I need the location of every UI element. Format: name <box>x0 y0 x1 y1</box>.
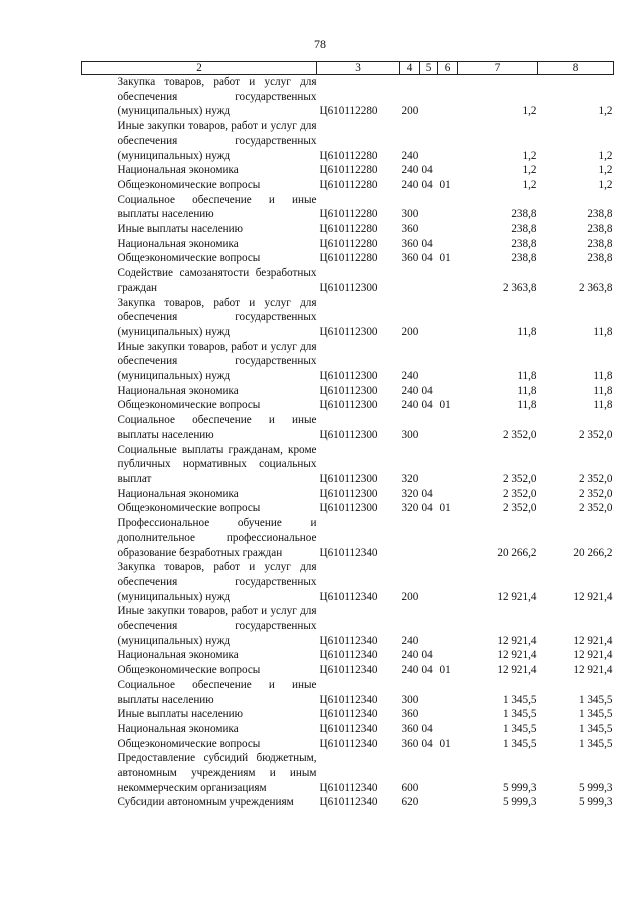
row-section-code: 04 <box>421 487 433 500</box>
row-name: Закупка товаров, работ и услуг для обеспечения государственных (муниципальных) нужд <box>117 296 317 338</box>
table-row <box>82 737 614 752</box>
row-amount-col7: 1 345,5 <box>502 722 537 735</box>
row-name: Национальная экономика <box>117 649 239 662</box>
row-code: Ц610112340 <box>319 722 378 735</box>
row-name: Закупка товаров, работ и услуг для обеспечения государственных (муниципальных) нужд <box>117 561 317 603</box>
row-amount-col8: 1 345,5 <box>578 708 613 721</box>
table-row <box>82 663 614 678</box>
row-amount-col8: 2 352,0 <box>578 472 613 485</box>
row-group-code: 240 <box>401 664 419 677</box>
row-group-code: 240 <box>401 384 419 397</box>
row-group-code: 360 <box>401 737 419 750</box>
row-subsection-code: 01 <box>439 399 451 412</box>
row-code: Ц610112280 <box>319 105 378 118</box>
row-subsection-code <box>438 296 458 340</box>
row-amount-col8: 20 266,2 <box>573 546 613 559</box>
row-amount-col7: 1,2 <box>522 149 537 162</box>
row-code: Ц610112280 <box>319 252 378 265</box>
row-amount-col8: 2 363,8 <box>578 281 613 294</box>
row-amount-col8: 11,8 <box>593 399 613 412</box>
table-row <box>82 398 614 413</box>
row-code: Ц610112300 <box>319 472 378 485</box>
row-name: Национальная экономика <box>117 384 239 397</box>
row-section-code <box>420 560 438 604</box>
row-amount-col8: 5 999,3 <box>578 796 613 809</box>
row-section-code <box>420 413 438 442</box>
row-name: Национальная экономика <box>117 164 239 177</box>
row-amount-col8: 11,8 <box>593 325 613 338</box>
row-amount-col7: 12 921,4 <box>497 649 537 662</box>
row-amount-col8: 238,8 <box>587 252 613 265</box>
row-section-code <box>420 443 438 487</box>
row-name: Национальная экономика <box>117 722 239 735</box>
row-section-code <box>420 707 438 722</box>
table-row <box>82 178 614 193</box>
row-group-code: 200 <box>401 105 419 118</box>
row-section-code <box>420 604 438 648</box>
row-name: Общеэкономические вопросы <box>117 178 261 191</box>
row-code: Ц610112280 <box>319 237 378 250</box>
row-section-code <box>420 795 438 810</box>
row-amount-col7: 2 352,0 <box>502 428 537 441</box>
column-header: 7 <box>458 62 538 75</box>
row-code: Ц610112300 <box>319 487 378 500</box>
row-group-code: 240 <box>401 149 419 162</box>
row-amount-col7: 2 363,8 <box>502 281 537 294</box>
row-amount-col7: 11,8 <box>517 399 537 412</box>
row-code: Ц610112300 <box>319 325 378 338</box>
row-subsection-code <box>438 384 458 399</box>
row-section-code <box>420 222 438 237</box>
row-subsection-code <box>438 413 458 442</box>
row-amount-col7: 238,8 <box>511 208 537 221</box>
row-amount-col8: 11,8 <box>593 370 613 383</box>
table-row <box>82 296 614 340</box>
budget-table <box>81 61 614 810</box>
row-code: Ц610112340 <box>319 737 378 750</box>
row-amount-col8: 238,8 <box>587 223 613 236</box>
row-code: Ц610112340 <box>319 796 378 809</box>
row-name: Общеэкономические вопросы <box>117 502 261 515</box>
table-row <box>82 501 614 516</box>
row-name: Социальное обеспечение и иные выплаты населению <box>117 414 317 441</box>
row-amount-col8: 12 921,4 <box>573 634 613 647</box>
column-header: 8 <box>538 62 614 75</box>
row-name: Иные закупки товаров, работ и услуг для обеспечения государственных (муниципальных) нужд <box>117 340 317 383</box>
column-header: 4 <box>400 62 420 75</box>
row-section-code: 04 <box>421 237 433 250</box>
table-row <box>82 722 614 737</box>
row-code: Ц610112280 <box>319 149 378 162</box>
row-amount-col8: 1 345,5 <box>578 722 613 735</box>
row-code: Ц610112300 <box>319 370 378 383</box>
row-code: Ц610112300 <box>319 502 378 515</box>
row-name: Содействие самозанятости безработных граждан <box>117 267 317 294</box>
row-amount-col7: 1 345,5 <box>502 693 537 706</box>
row-section-code: 04 <box>421 649 433 662</box>
row-name: Иные закупки товаров, работ и услуг для обеспечения государственных (муниципальных) нужд <box>117 605 317 647</box>
row-subsection-code: 01 <box>439 178 451 191</box>
column-header: 3 <box>317 62 400 75</box>
row-code: Ц610112280 <box>319 208 378 221</box>
row-amount-col7: 2 352,0 <box>502 502 537 515</box>
table-row <box>82 560 614 604</box>
row-amount-col8: 1,2 <box>598 149 613 162</box>
row-group-code: 200 <box>401 325 419 338</box>
row-name: Социальное обеспечение и иные выплаты населению <box>117 193 317 221</box>
row-group-code: 360 <box>401 722 419 735</box>
row-group-code: 360 <box>401 223 419 236</box>
row-group-code: 240 <box>401 178 419 191</box>
row-subsection-code <box>438 193 458 222</box>
row-amount-col7: 12 921,4 <box>497 664 537 677</box>
table-row <box>82 604 614 648</box>
row-code: Ц610112340 <box>319 546 378 559</box>
row-subsection-code <box>438 340 458 384</box>
row-subsection-code <box>438 560 458 604</box>
row-amount-col8: 12 921,4 <box>573 664 613 677</box>
table-row <box>82 266 614 295</box>
row-amount-col7: 1 345,5 <box>502 737 537 750</box>
row-amount-col7: 1,2 <box>522 164 537 177</box>
row-subsection-code <box>438 237 458 252</box>
row-group-code <box>400 516 420 560</box>
row-amount-col7: 2 352,0 <box>502 472 537 485</box>
row-code: Ц610112300 <box>319 428 378 441</box>
row-name: Предоставление субсидий бюджетным, автономным учреждениям и иным некоммерческим организациям <box>117 752 317 794</box>
row-amount-col8: 11,8 <box>593 384 613 397</box>
row-name: Общеэкономические вопросы <box>117 664 261 677</box>
row-code: Ц610112340 <box>319 664 378 677</box>
row-section-code <box>420 296 438 340</box>
row-code: Ц610112340 <box>319 649 378 662</box>
row-name: Общеэкономические вопросы <box>117 399 261 412</box>
table-row <box>82 751 614 795</box>
row-amount-col8: 1 345,5 <box>578 737 613 750</box>
table-row <box>82 251 614 266</box>
row-code: Ц610112280 <box>319 223 378 236</box>
table-row <box>82 222 614 237</box>
row-amount-col7: 20 266,2 <box>497 546 537 559</box>
row-amount-col8: 1,2 <box>598 164 613 177</box>
row-subsection-code <box>438 751 458 795</box>
row-section-code <box>420 193 438 222</box>
row-subsection-code <box>438 487 458 502</box>
table-row <box>82 443 614 487</box>
row-amount-col7: 5 999,3 <box>502 796 537 809</box>
column-header: 2 <box>82 62 317 75</box>
row-section-code <box>420 340 438 384</box>
row-group-code: 300 <box>401 693 419 706</box>
row-group-code: 240 <box>401 164 419 177</box>
row-subsection-code <box>438 648 458 663</box>
row-amount-col8: 1,2 <box>598 178 613 191</box>
row-group-code: 360 <box>401 237 419 250</box>
row-amount-col7: 1,2 <box>522 178 537 191</box>
row-name: Национальная экономика <box>117 237 239 250</box>
row-subsection-code <box>438 266 458 295</box>
row-group-code: 300 <box>401 208 419 221</box>
row-name: Социальное обеспечение и иные выплаты населению <box>117 678 317 706</box>
row-subsection-code <box>438 604 458 648</box>
row-section-code <box>420 119 438 163</box>
row-subsection-code <box>438 722 458 737</box>
row-amount-col8: 1,2 <box>598 105 613 118</box>
row-code: Ц610112340 <box>319 634 378 647</box>
row-code: Ц610112300 <box>319 384 378 397</box>
row-amount-col7: 1,2 <box>522 105 537 118</box>
row-code: Ц610112280 <box>319 178 378 191</box>
row-section-code: 04 <box>421 252 433 265</box>
row-name: Социальные выплаты гражданам, кроме публичных нормативных социальных выплат <box>117 443 317 485</box>
row-section-code: 04 <box>421 722 433 735</box>
table-row <box>82 413 614 442</box>
row-subsection-code <box>438 443 458 487</box>
row-section-code: 04 <box>421 399 433 412</box>
row-code: Ц610112340 <box>319 781 378 794</box>
row-code: Ц610112280 <box>319 164 378 177</box>
row-amount-col8: 12 921,4 <box>573 649 613 662</box>
row-group-code <box>400 266 420 295</box>
row-name: Национальная экономика <box>117 487 239 500</box>
row-name: Общеэкономические вопросы <box>117 252 261 265</box>
row-name: Закупка товаров, работ и услуг для обеспечения государственных (муниципальных) нужд <box>117 76 317 118</box>
table-row <box>82 516 614 560</box>
row-section-code: 04 <box>421 164 433 177</box>
table-row <box>82 707 614 722</box>
row-section-code <box>420 516 438 560</box>
row-group-code: 320 <box>401 487 419 500</box>
row-code: Ц610112300 <box>319 399 378 412</box>
row-name: Иные закупки товаров, работ и услуг для обеспечения государственных (муниципальных) нужд <box>117 120 317 162</box>
row-code: Ц610112340 <box>319 693 378 706</box>
row-section-code <box>420 678 438 707</box>
row-group-code: 240 <box>401 634 419 647</box>
row-subsection-code <box>438 678 458 707</box>
row-section-code: 04 <box>421 502 433 515</box>
row-group-code: 240 <box>401 399 419 412</box>
row-subsection-code: 01 <box>439 252 451 265</box>
table-row <box>82 487 614 502</box>
row-name: Субсидии автономным учреждениям <box>117 796 294 809</box>
row-name: Профессиональное обучение и дополнительное профессиональное образование безработных граждан <box>117 517 317 559</box>
row-amount-col7: 238,8 <box>511 237 537 250</box>
row-name: Общеэкономические вопросы <box>117 737 261 750</box>
row-subsection-code: 01 <box>439 664 451 677</box>
table-row <box>82 795 614 810</box>
table-body <box>82 75 614 811</box>
row-subsection-code <box>438 119 458 163</box>
row-group-code: 320 <box>401 502 419 515</box>
row-group-code: 360 <box>401 708 419 721</box>
row-amount-col8: 5 999,3 <box>578 781 613 794</box>
row-section-code: 04 <box>421 737 433 750</box>
row-subsection-code: 01 <box>439 737 451 750</box>
table-row <box>82 384 614 399</box>
row-subsection-code <box>438 795 458 810</box>
row-amount-col8: 238,8 <box>587 237 613 250</box>
row-subsection-code <box>438 163 458 178</box>
table-row <box>82 237 614 252</box>
row-group-code: 240 <box>401 649 419 662</box>
row-name: Иные выплаты населению <box>117 223 243 236</box>
row-amount-col8: 12 921,4 <box>573 590 613 603</box>
table-row <box>82 678 614 707</box>
row-amount-col7: 11,8 <box>517 384 537 397</box>
row-subsection-code <box>438 707 458 722</box>
row-group-code: 360 <box>401 252 419 265</box>
row-amount-col7: 5 999,3 <box>502 781 537 794</box>
row-amount-col8: 2 352,0 <box>578 428 613 441</box>
table-row <box>82 163 614 178</box>
row-group-code: 620 <box>401 796 419 809</box>
table-row <box>82 340 614 384</box>
row-group-code: 300 <box>401 428 419 441</box>
row-subsection-code: 01 <box>439 502 451 515</box>
row-amount-col8: 238,8 <box>587 208 613 221</box>
row-amount-col7: 238,8 <box>511 252 537 265</box>
column-number-row <box>82 62 614 75</box>
row-amount-col7: 11,8 <box>517 370 537 383</box>
row-subsection-code <box>438 516 458 560</box>
row-amount-col7: 238,8 <box>511 223 537 236</box>
row-amount-col8: 1 345,5 <box>578 693 613 706</box>
row-subsection-code <box>438 222 458 237</box>
row-group-code: 600 <box>401 781 419 794</box>
row-section-code: 04 <box>421 664 433 677</box>
row-amount-col7: 12 921,4 <box>497 634 537 647</box>
row-section-code <box>420 751 438 795</box>
row-code: Ц610112340 <box>319 708 378 721</box>
row-amount-col7: 2 352,0 <box>502 487 537 500</box>
column-header: 6 <box>438 62 458 75</box>
table-row <box>82 193 614 222</box>
row-name: Иные выплаты населению <box>117 708 243 721</box>
table-row <box>82 75 614 120</box>
table-row <box>82 648 614 663</box>
page-number: 78 <box>314 37 326 51</box>
row-amount-col7: 11,8 <box>517 325 537 338</box>
row-amount-col8: 2 352,0 <box>578 487 613 500</box>
row-code: Ц610112300 <box>319 281 378 294</box>
row-group-code: 320 <box>401 472 419 485</box>
row-group-code: 200 <box>401 590 419 603</box>
column-header: 5 <box>420 62 438 75</box>
table-row <box>82 119 614 163</box>
row-amount-col7: 12 921,4 <box>497 590 537 603</box>
row-section-code <box>420 266 438 295</box>
row-subsection-code <box>438 75 458 120</box>
row-amount-col7: 1 345,5 <box>502 708 537 721</box>
row-code: Ц610112340 <box>319 590 378 603</box>
row-section-code: 04 <box>421 178 433 191</box>
row-amount-col8: 2 352,0 <box>578 502 613 515</box>
row-group-code: 240 <box>401 370 419 383</box>
row-section-code <box>420 75 438 120</box>
row-section-code: 04 <box>421 384 433 397</box>
